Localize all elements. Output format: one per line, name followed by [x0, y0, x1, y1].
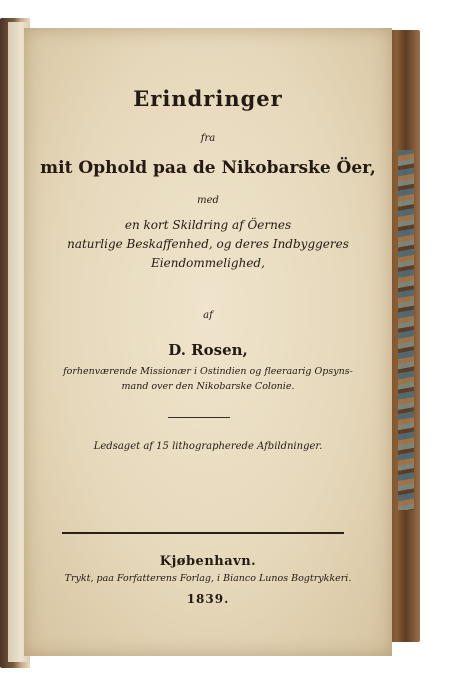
short-divider — [168, 417, 230, 418]
description-line: en kort Skildring af Öernes — [124, 218, 292, 232]
description-line: Eiendommelighed, — [151, 256, 265, 270]
marbled-edge — [398, 150, 414, 510]
description-line: naturlige Beskaffenhed, og deres Indbyggeres — [67, 237, 349, 251]
book-title: Erindringer — [133, 86, 283, 111]
connector-af: af — [203, 310, 213, 321]
author-position-line: forhenværende Missionær i Ostindien og fleeraarig Opsyns- — [63, 366, 353, 377]
connector-med: med — [197, 195, 219, 206]
illustrations-note: Ledsaget af 15 lithographerede Afbildninger. — [93, 441, 323, 452]
publication-place: Kjøbenhavn. — [159, 554, 257, 569]
long-divider — [62, 532, 344, 534]
connector-fra: fra — [200, 133, 216, 144]
author-position-line: mand over den Nikobarske Colonie. — [121, 381, 295, 392]
publication-year: 1839. — [186, 592, 230, 606]
printer-line: Trykt, paa Forfatterens Forlag, i Bianco Lunos Bogtrykkeri. — [64, 573, 352, 584]
author-name: D. Rosen, — [168, 341, 248, 359]
book-subtitle: mit Ophold paa de Nikobarske Öer, — [40, 158, 376, 178]
